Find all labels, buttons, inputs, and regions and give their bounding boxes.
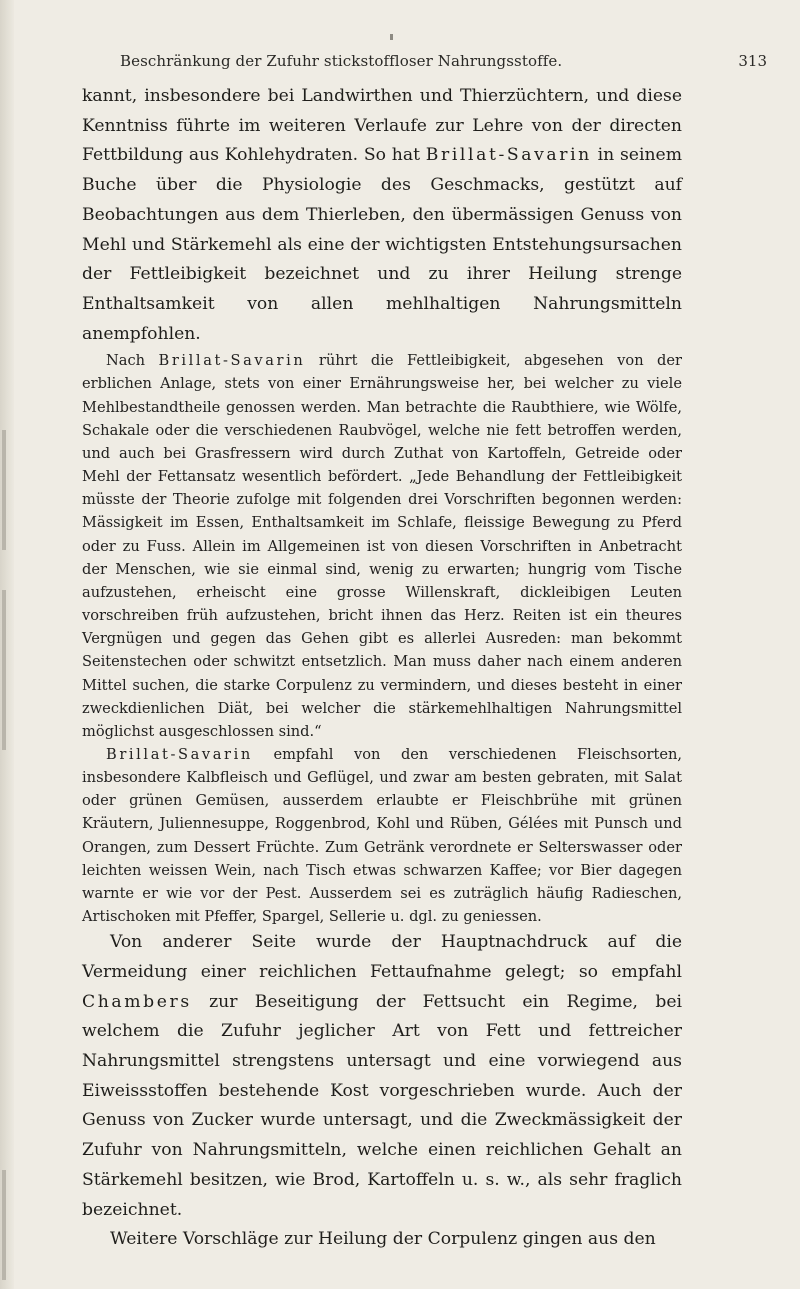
page-number: 313 xyxy=(738,52,767,70)
page-body xyxy=(82,82,682,1255)
paragraph-2-rest: rührt die Fettleibigkeit, abgesehen von der erblichen Anlage, stets von einer Ernährungsweise her, bei welcher zu viele Mehlbestandtheile genossen werden. Man betrachte die Raubthiere, wie Wölfe, Schakale oder die verschiedenen Raubvögel, welche nie fett betroffen werden, und auch bei Grasfressern wird durch Zuthat von Kartoffeln, Getreide oder Mehl der Fettansatz wesentlich befördert. „Jede Behandlung der Fettleibigkeit müsste der Theorie zufolge mit folgenden drei Vorschriften begonnen werden: Mässigkeit im Essen, Enthaltsamkeit im Schlafe, fleissige Bewegung zu Pferd oder zu Fuss. Allein im Allgemeinen ist von diesen Vorschriften in Anbetracht der Menschen, wie sie einmal sind, wenig zu erwarten; hungrig vom Tische aufzustehen, erheischt eine grosse Willenskraft, dickleibigen Leuten vorschreiben früh aufzustehen, bricht ihnen das Herz. Reiten ist ein theures Vergnügen und gegen das Gehen gibt es allerlei Ausreden: man bekommt Seitenstechen oder schwitzt entsetzlich. Man muss daher nach einem anderen Mittel suchen, die starke Corpulenz zu vermindern, und dieses besteht in einer zweckdienlichen Diät, bei welcher die stärkemehlhaltigen Nahrungsmittel möglichst ausgeschlossen sind.“ xyxy=(82,352,682,740)
paragraph-5 xyxy=(82,1225,682,1255)
author-name: Brillat-Savarin xyxy=(158,352,306,370)
scan-tick-mark xyxy=(390,34,393,40)
author-name: Brillat-Savarin xyxy=(106,745,253,763)
running-title: Beschränkung der Zufuhr stickstoffloser Nahrungsstoffe. xyxy=(120,52,563,70)
paragraph-4-start: Von anderer Seite wurde der Hauptnachdruck auf die Vermeidung einer reichlichen Fettaufnahme gelegt; so empfahl xyxy=(82,932,682,982)
paragraph-1-text: kannt, insbesondere bei Landwirthen und Thierzüchtern, und diese Kenntniss führte im weiteren Verlaufe zur Lehre von der directen Fettbildung aus Kohlehydraten. So hat xyxy=(82,86,682,166)
margin-scan-mark xyxy=(2,590,6,750)
paragraph-1-rest: in seinem Buche über die Physiologie des Geschmacks, gestützt auf Beobachtungen aus dem Thierleben, den übermässigen Genuss von Mehl und Stärkemehl als eine der wichtigsten Entstehungsursachen der Fettleibigkeit bezeichnet und zu ihrer Heilung strenge Enthaltsamkeit von allen mehlhaltigen Nahrungsmitteln anempfohlen. xyxy=(82,145,682,344)
paragraph-1 xyxy=(82,82,682,349)
margin-scan-mark xyxy=(2,430,6,550)
margin-scan-mark xyxy=(2,1170,6,1280)
author-name: Brillat-Savarin xyxy=(425,145,592,166)
paragraph-3 xyxy=(82,743,682,928)
paragraph-5-text: Weitere Vorschläge zur Heilung der Corpulenz gingen aus den xyxy=(110,1229,656,1250)
paragraph-2-start: Nach xyxy=(106,352,146,370)
paragraph-4-rest: zur Beseitigung der Fettsucht ein Regime, bei welchem die Zufuhr jeglicher Art von Fett und fettreicher Nahrungsmittel strengstens untersagt und eine vorwiegend aus Eiweissstoffen bestehende Kost vorgeschrieben wurde. Auch der Genuss von Zucker wurde untersagt, und die Zweckmässigkeit der Zufuhr von Nahrungsmitteln, welche einen reichlichen Gehalt an Stärkemehl besitzen, wie Brod, Kartoffeln u. s. w., als sehr fraglich bezeichnet. xyxy=(82,991,683,1220)
paragraph-3-rest: empfahl von den verschiedenen Fleischsorten, insbesondere Kalbfleisch und Geflügel, und zwar am besten gebraten, mit Salat oder grünen Gemüsen, ausserdem erlaubte er Fleischbrühe mit grünen Kräutern, Juliennesuppe, Roggenbrod, Kohl und Rüben, Gélées mit Punsch und Orangen, zum Dessert Früchte. Zum Getränk verordnete er Selterswasser oder leichten weissen Wein, nach Tisch etwas schwarzen Kaffee; vor Bier dagegen warnte er wie vor der Pest. Ausserdem sei es zuträglich häufig Radieschen, Artischoken mit Pfeffer, Spargel, Sellerie u. dgl. zu geniessen. xyxy=(82,745,682,926)
paragraph-2 xyxy=(82,349,682,743)
page-header xyxy=(120,52,767,84)
paragraph-4 xyxy=(82,928,682,1225)
author-name: Chambers xyxy=(82,991,192,1012)
